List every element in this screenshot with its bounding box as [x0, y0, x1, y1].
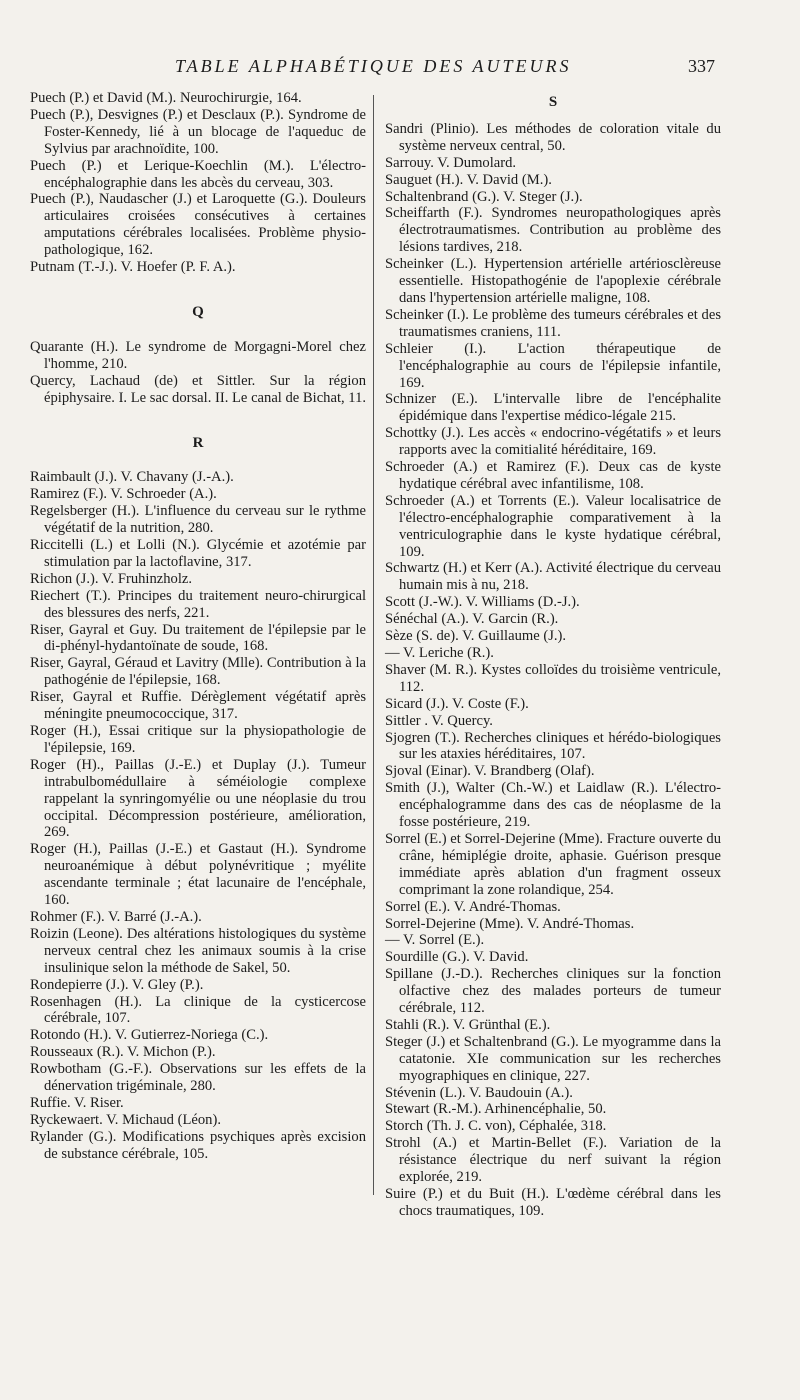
column-divider: [373, 95, 374, 1195]
index-entry: Scheinker (I.). Le problème des tumeurs cérébrales et des traumatismes craniens, 111.: [385, 306, 721, 340]
index-entry: Spillane (J.-D.). Recherches cliniques sur la fonction olfactive chez des malades porteurs de tumeur cérébrale, 112.: [385, 966, 721, 1017]
index-entry: Sorrel-Dejerine (Mme). V. André-Thomas.: [385, 915, 635, 932]
index-entry: Roger (H.), Essai critique sur la physiopathologie de l'épilepsie, 169.: [30, 723, 366, 756]
index-entry: Sèze (S. de). V. Guillaume (J.).: [385, 628, 567, 645]
section-letter: R: [192, 434, 204, 451]
index-entry: Rohmer (F.). V. Barré (J.-A.).: [30, 908, 202, 925]
index-entry: Ryckewaert. V. Michaud (Léon).: [30, 1111, 221, 1128]
index-entry: Suire (P.) et du Buit (H.). L'œdème cérébral dans les chocs traumatiques, 109.: [385, 1186, 721, 1219]
index-entry: Rosenhagen (H.). La clinique de la cysticercose cérébrale, 107.: [30, 993, 366, 1027]
index-entry: Stewart (R.-M.). Arhinencéphalie, 50.: [385, 1101, 607, 1118]
index-entry: Schnizer (E.). L'intervalle libre de l'encéphalite épidémique dans l'expertise médico-légale 215.: [385, 391, 721, 425]
index-entry: Roger (H.), Paillas (J.-E.) et Gastaut (H.). Syndrome neuroanémique à début polynévritique ; myélite ascendante terminale ; état lacunaire de l'encéphale, 160.: [30, 841, 366, 909]
index-entry: Schaltenbrand (G.). V. Steger (J.).: [385, 188, 583, 205]
index-entry: Richon (J.). V. Fruhinzholz.: [30, 570, 193, 587]
index-entry: Raimbault (J.). V. Chavany (J.-A.).: [30, 469, 234, 486]
index-entry: Scott (J.-W.). V. Williams (D.-J.).: [385, 594, 580, 611]
index-entry: Puech (P.), Naudascher (J.) et Laroquette (G.). Douleurs articulaires croisées consécutives à certaines amputations cérébrales localisées. Problème physio-pathologique, 162.: [30, 191, 366, 259]
index-entry: Sorrel (E.) et Sorrel-Dejerine (Mme). Fracture ouverte du crâne, hémiplégie droite, aphasie. Guérison presque immédiate après ablation d'un fragment osseux comprimant la zone rolandique, 254.: [385, 830, 721, 898]
index-entry: Regelsberger (H.). L'influence du cerveau sur le rythme végétatif de la nutrition, 280.: [30, 503, 366, 537]
index-entry: — V. Sorrel (E.).: [385, 932, 485, 949]
index-entry: Rousseaux (R.). V. Michon (P.).: [30, 1044, 216, 1061]
index-entry: Schottky (J.). Les accès « endocrino-végétatifs » et leurs rapports avec la comitialité héréditaire, 169.: [385, 425, 721, 459]
index-entry: Roizin (Leone). Des altérations histologiques du système nerveux central chez les animaux soumis à la crise insulinique selon la méthode de Sakel, 50.: [30, 925, 366, 976]
index-entry: Shaver (M. R.). Kystes colloïdes du troisième ventricule, 112.: [385, 661, 721, 695]
index-entry: Sandri (Plinio). Les méthodes de coloration vitale du système nerveux central, 50.: [385, 120, 721, 154]
index-entry: Schroeder (A.) et Torrents (E.). Valeur localisatrice de l'électro-encéphalographie comparativement à la ventriculographie dans le kyste hydatique cérébral, 109.: [385, 492, 721, 560]
index-entry: Stahli (R.). V. Grünthal (E.).: [385, 1016, 551, 1033]
index-entry: Quercy, Lachaud (de) et Sittler. Sur la région épiphysaire. I. Le sac dorsal. II. Le canal de Bichat, 11.: [30, 372, 367, 406]
index-entry: Roger (H)., Paillas (J.-E.) et Duplay (J.). Tumeur intrabulbomédullaire à séméiologie complexe rappelant la synringomyélie ou une néoplasie du trou occipital. Décompression postérieure, amélioration, 269.: [30, 756, 366, 841]
index-entry: Sourdille (G.). V. David.: [385, 949, 529, 966]
page-header: [0, 56, 800, 82]
left-column: [30, 90, 366, 1163]
section-letter: Q: [192, 303, 204, 320]
index-entry: Stévenin (L.). V. Baudouin (A.).: [385, 1084, 573, 1101]
index-entry: Rondepierre (J.). V. Gley (P.).: [30, 976, 204, 993]
index-entry: Smith (J.), Walter (Ch.-W.) et Laidlaw (R.). L'électro-encéphalogramme dans des cas de néoplasme de la fosse postérieure, 219.: [385, 780, 721, 831]
index-entry: Puech (P.) et David (M.). Neurochirurgie, 164.: [30, 90, 302, 106]
page-number: 337: [688, 56, 715, 76]
index-entry: Riser, Gayral, Géraud et Lavitry (Mlle). Contribution à la pathogénie de l'épilepsie, 168.: [30, 655, 366, 689]
index-entry: Sauguet (H.). V. David (M.).: [385, 171, 552, 188]
index-entry: Schwartz (H.) et Kerr (A.). Activité électrique du cerveau humain mis à nu, 218.: [385, 560, 721, 594]
index-entry: Riechert (T.). Principes du traitement neuro-chirurgical des blessures des nerfs, 221.: [30, 587, 366, 621]
section-letter: S: [548, 94, 558, 110]
index-entry: Storch (Th. J. C. von), Céphalée, 318.: [385, 1118, 607, 1135]
index-entry: Riser, Gayral et Guy. Du traitement de l'épilepsie par le di-phényl-hydantoïnate de soude, 168.: [30, 621, 366, 655]
index-entry: Scheinker (L.). Hypertension artérielle artériosclèreuse essentielle. Histopathogénie de l'apoplexie cérébrale dans l'hypertension artérielle maligne, 108.: [385, 256, 721, 306]
index-entry: Riser, Gayral et Ruffie. Dérèglement végétatif après méningite pneumococcique, 317.: [30, 689, 366, 723]
index-entry: Ramirez (F.). V. Schroeder (A.).: [30, 486, 217, 503]
index-entry: Sicard (J.). V. Coste (F.).: [385, 695, 529, 712]
index-entry: Steger (J.) et Schaltenbrand (G.). Le myogramme dans la catatonie. XIe communication sur les recherches myographiques en clinique, 227.: [385, 1033, 721, 1084]
index-entry: Ruffie. V. Riser.: [30, 1094, 124, 1111]
index-entry: Puech (P.) et Lerique-Koechlin (M.). L'électro-encéphalographie dans les abcès du cerveau, 303.: [30, 157, 366, 191]
index-entry: Rylander (G.). Modifications psychiques après excision de substance cérébrale, 105.: [30, 1128, 366, 1162]
running-title: TABLE ALPHABÉTIQUE DES AUTEURS: [175, 56, 572, 76]
index-entry: Puech (P.), Desvignes (P.) et Desclaux (P.). Syndrome de Foster-Kennedy, lié à un blocage de l'aqueduc de Sylvius par arachnoïdite, 100.: [30, 106, 366, 157]
index-entry: Sénéchal (A.). V. Garcin (R.).: [385, 611, 559, 628]
index-entry: Riccitelli (L.) et Lolli (N.). Glycémie et azotémie par stimulation par la lactoflavine, 317.: [30, 537, 366, 570]
index-entry: Sarrouy. V. Dumolard.: [385, 154, 517, 171]
index-entry: Sjoval (Einar). V. Brandberg (Olaf).: [385, 763, 595, 780]
index-entry: Scheiffarth (F.). Syndromes neuropathologiques après électrotraumatismes. Contribution au problème des lésions tardives, 218.: [385, 205, 721, 256]
index-entry: Sorrel (E.). V. André-Thomas.: [385, 898, 561, 915]
index-entry: — V. Leriche (R.).: [385, 645, 494, 661]
index-entry: Sjogren (T.). Recherches cliniques et hérédo-biologiques sur les ataxies héréditaires, 107.: [385, 729, 721, 763]
index-entry: Putnam (T.-J.). V. Hoefer (P. F. A.).: [30, 259, 236, 276]
index-entry: Quarante (H.). Le syndrome de Morgagni-Morel chez l'homme, 210.: [30, 338, 366, 372]
right-column: [385, 90, 721, 1220]
index-entry: Rotondo (H.). V. Gutierrez-Noriega (C.).: [30, 1027, 269, 1044]
index-entry: Strohl (A.) et Martin-Bellet (F.). Variation de la résistance électrique du nerf suivant la région explorée, 219.: [385, 1135, 721, 1186]
index-entry: Schleier (I.). L'action thérapeutique de l'encéphalographie au cours de l'épilepsie infantile, 169.: [385, 340, 721, 391]
index-entry: Schroeder (A.) et Ramirez (F.). Deux cas de kyste hydatique cérébral avec infantilisme, 108.: [385, 459, 721, 492]
index-entry: Rowbotham (G.-F.). Observations sur les effets de la dénervation trigéminale, 280.: [30, 1061, 366, 1095]
index-entry: Sittler . V. Quercy.: [385, 712, 493, 729]
